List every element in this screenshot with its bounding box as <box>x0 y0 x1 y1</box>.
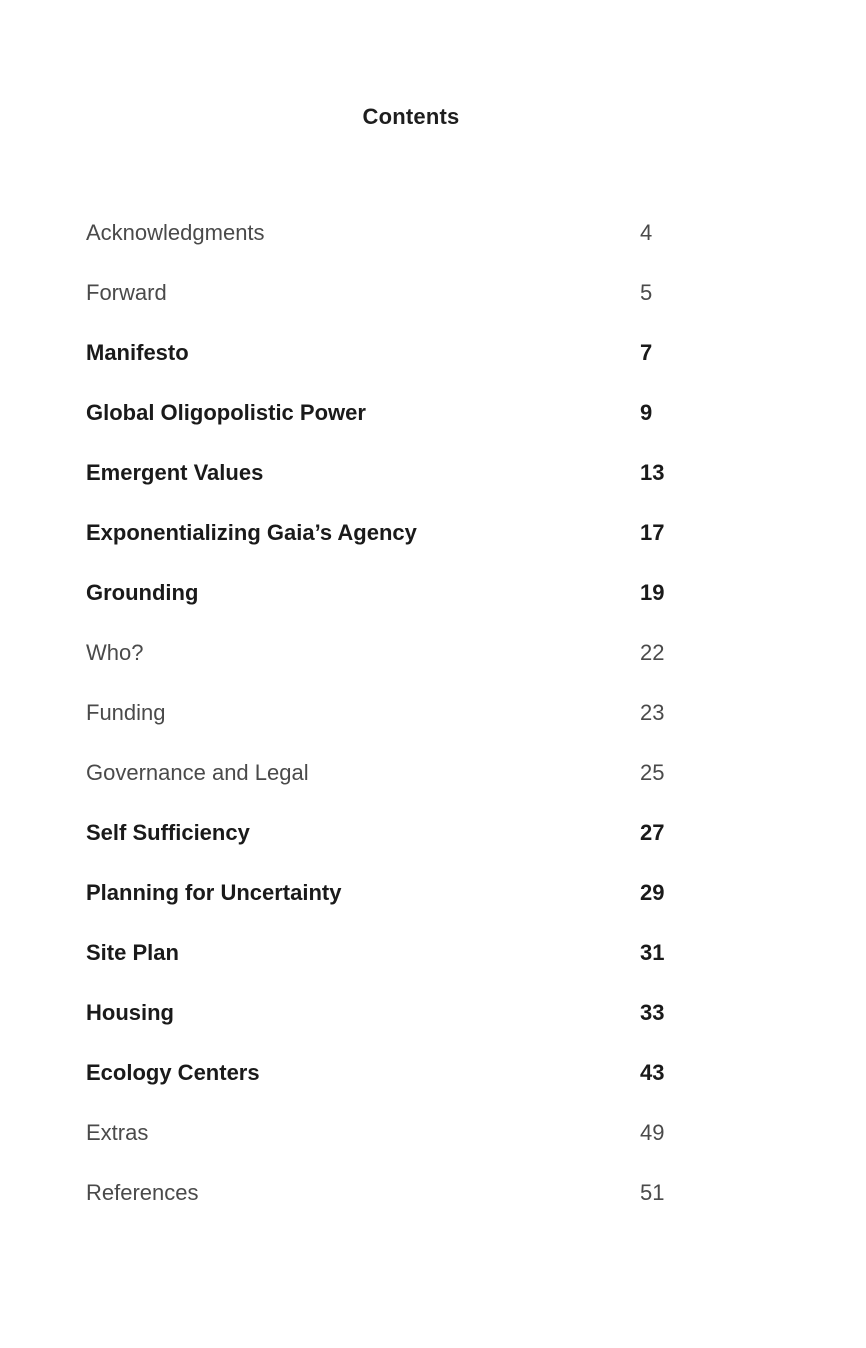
toc-entry-page-number: 13 <box>640 460 665 485</box>
toc-entry-forward[interactable] <box>86 278 706 338</box>
toc-entry-grounding[interactable] <box>86 578 706 638</box>
toc-entry-label: Manifesto <box>86 340 189 365</box>
toc-entry-emergent-values[interactable] <box>86 458 706 518</box>
toc-entry-page-number: 33 <box>640 1000 665 1025</box>
toc-entry-label: Global Oligopolistic Power <box>86 400 366 425</box>
toc-entry-housing[interactable] <box>86 998 706 1058</box>
toc-entry-extras[interactable] <box>86 1118 706 1178</box>
toc-entry-label: Governance and Legal <box>86 760 309 785</box>
toc-entry-label: Site Plan <box>86 940 179 965</box>
toc-entry-acknowledgments[interactable] <box>86 218 706 278</box>
toc-entry-page-number: 49 <box>640 1120 665 1145</box>
toc-entry-page-number: 27 <box>640 820 665 845</box>
toc-entry-label: Housing <box>86 1000 174 1025</box>
toc-entry-label: Self Sufficiency <box>86 820 250 845</box>
toc-entry-page-number: 51 <box>640 1180 665 1205</box>
toc-entry-who[interactable] <box>86 638 706 698</box>
toc-entry-global-oligopolistic-power[interactable] <box>86 398 706 458</box>
toc-entry-page-number: 17 <box>640 520 665 545</box>
toc-entry-page-number: 7 <box>640 340 653 365</box>
toc-entry-page-number: 4 <box>640 220 653 245</box>
toc-entry-label: References <box>86 1180 199 1205</box>
toc-entry-label: Exponentializing Gaia’s Agency <box>86 520 417 545</box>
toc-entry-page-number: 5 <box>640 280 653 305</box>
toc-entry-label: Grounding <box>86 580 199 605</box>
toc-entry-label: Ecology Centers <box>86 1060 260 1085</box>
toc-entry-page-number: 9 <box>640 400 653 425</box>
toc-entry-page-number: 19 <box>640 580 665 605</box>
toc-entry-references[interactable] <box>86 1178 706 1238</box>
toc-entry-page-number: 29 <box>640 880 665 905</box>
toc-entry-label: Emergent Values <box>86 460 264 485</box>
toc-entry-manifesto[interactable] <box>86 338 706 398</box>
toc-entry-site-plan[interactable] <box>86 938 706 998</box>
toc-entry-governance-and-legal[interactable] <box>86 758 706 818</box>
toc-entry-label: Forward <box>86 280 167 305</box>
toc-entry-planning-for-uncertainty[interactable] <box>86 878 706 938</box>
toc-entry-page-number: 31 <box>640 940 665 965</box>
toc-entry-label: Planning for Uncertainty <box>86 880 342 905</box>
toc-entry-funding[interactable] <box>86 698 706 758</box>
table-of-contents <box>86 218 706 1238</box>
toc-entry-exponentializing-gaias-agency[interactable] <box>86 518 706 578</box>
toc-entry-label: Acknowledgments <box>86 220 265 245</box>
toc-entry-ecology-centers[interactable] <box>86 1058 706 1118</box>
toc-entry-page-number: 25 <box>640 760 665 785</box>
toc-entry-page-number: 22 <box>640 640 665 665</box>
toc-entry-page-number: 43 <box>640 1060 665 1085</box>
toc-entry-page-number: 23 <box>640 700 665 725</box>
toc-entry-label: Extras <box>86 1120 149 1145</box>
toc-entry-label: Funding <box>86 700 166 725</box>
page-title: Contents <box>362 104 460 129</box>
toc-entry-label: Who? <box>86 640 144 665</box>
toc-entry-self-sufficiency[interactable] <box>86 818 706 878</box>
